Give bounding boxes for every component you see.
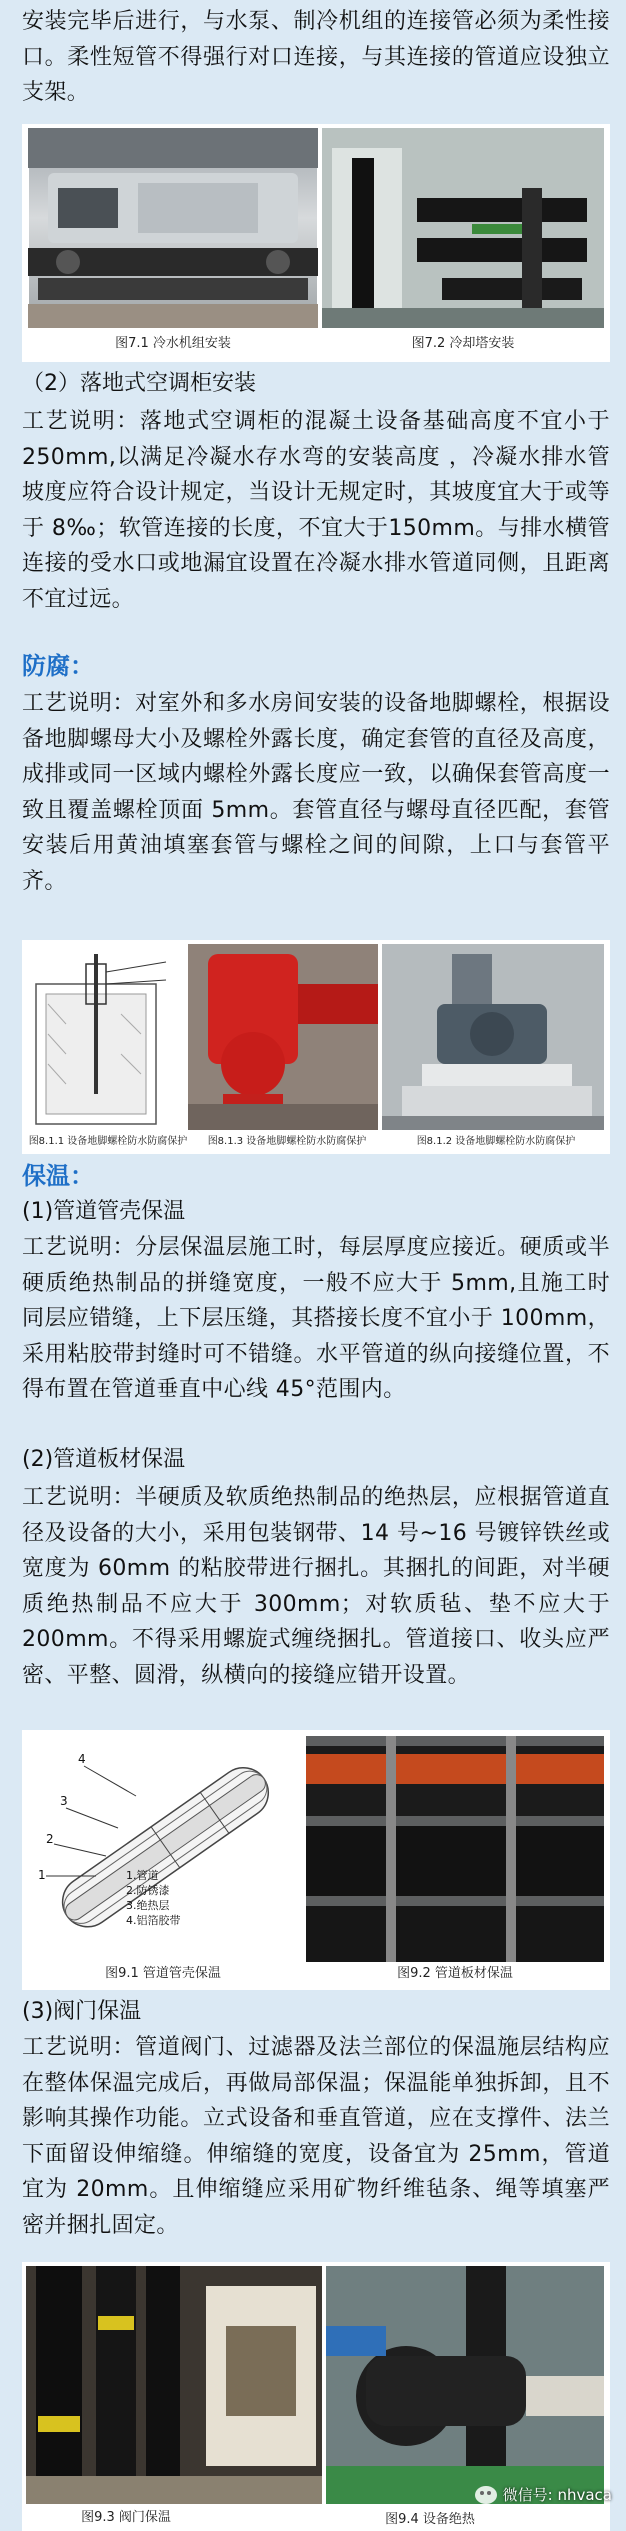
diagram-legend [126,1868,181,1928]
section-corrosion-body: 工艺说明：对室外和多水房间安装的设备地脚螺栓，根据设备地脚螺母大小及螺栓外露长度，确定套管的直径及高度，成排或同一区域内螺栓外露长度应一致，以确保套管高度一致且覆盖螺栓顶面 5mm。套管直径与螺母直径匹配，套管安装后用黄油填塞套管与螺栓之间的间隙，上口与套管平齐。 [22,691,610,894]
wechat-icon [475,2486,497,2504]
bolt-diagram [26,944,184,1130]
diagram-number-2: 2 [46,1832,54,1846]
figure-9-1-caption: 图9.1 管道管壳保温 [105,1966,221,1981]
cooling-tower-photo [322,128,604,328]
pipe-board-photo [306,1736,604,1962]
figure-9-2-caption: 图9.2 管道板材保温 [397,1966,513,1981]
insulation-sub1-title: (1)管道管壳保温 [22,1199,186,1224]
pump-base-photo [382,944,604,1130]
red-valve-photo [188,944,378,1130]
insulation-sub3-body: 工艺说明：管道阀门、过滤器及法兰部位的保温施层结构应在整体保温完成后，再做局部保温；保温能单独拆卸，且不影响其操作功能。立式设备和垂直管道，应在支撑件、法兰下面留设伸缩缝。伸缩缝的宽度，设备宜为 25mm，管道宜为 20mm。且伸缩缝应采用矿物纤维毡条、绳等填塞严密并捆扎固定。 [22,2035,610,2238]
equipment-insulation-photo [326,2266,604,2504]
diagram-number-3: 3 [60,1794,68,1808]
diagram-number-1: 1 [38,1868,46,1882]
wechat-watermark [475,2484,612,2505]
diagram-legend-item: 1.管道 [126,1869,159,1882]
diagram-legend-item: 3.绝热层 [126,1899,170,1912]
figure-9-4-caption: 图9.4 设备绝热 [385,2512,475,2527]
section-corrosion-heading: 防腐： [22,652,94,680]
section-ac-body: 工艺说明：落地式空调柜的混凝土设备基础高度不宜小于 250mm,以满足冷凝水存水弯的安装高度 ，冷凝水排水管坡度应符合设计规定，当设计无规定时，其坡度宜大于或等于 8‰；软管连接的长度，不宜大于150mm。与排水横管连接的受水口或地漏宜设置在冷凝水排水管道同侧，且距离不宜过远。 [22,409,610,612]
section-insulation-heading: 保温： [22,1162,94,1190]
insulation-sub2-title: (2)管道板材保温 [22,1447,186,1472]
figure-8-1-1-caption: 图8.1.1 设备地脚螺栓防水防腐保护 [28,1136,188,1147]
pipe-shell-diagram [26,1736,300,1962]
diagram-number-4: 4 [78,1752,86,1766]
valve-insulation-photo [26,2266,322,2504]
watermark-text: 微信号: nhvaca [502,2486,612,2504]
section-ac-title: （2）落地式空调柜安装 [22,371,256,396]
insulation-sub2-body: 工艺说明：半硬质及软质绝热制品的绝热层，应根据管道直径及设备的大小，采用包装钢带、14 号~16 号镀锌铁丝或宽度为 60mm 的粘胶带进行捆扎。其捆扎的间距，对半硬质绝热制品不应大于 300mm；对软质毡、垫不应大于 200mm。不得采用螺旋式缠绕捆扎。管道接口、收头应严密、平整、圆滑，纵横向的接缝应错开设置。 [22,1485,610,1688]
figure-7-1-caption: 图7.1 冷水机组安装 [115,336,231,351]
insulation-sub1-body: 工艺说明：分层保温层施工时，每层厚度应接近。硬质或半硬质绝热制品的拼缝宽度，一般不应大于 5mm,且施工时同层应错缝，上下层压缝，其搭接长度不宜小于 100mm，采用粘胶带封缝时可不错缝。水平管道的纵向接缝位置，不得布置在管道垂直中心线 45°范围内。 [22,1235,610,1402]
figure-7-2-caption: 图7.2 冷却塔安装 [411,336,515,351]
insulation-sub3-title: (3)阀门保温 [22,1999,142,2024]
diagram-legend-item: 2.防锈漆 [126,1884,170,1897]
intro-paragraph: 安装完毕后进行，与水泵、制冷机组的连接管必须为柔性接口。柔性短管不得强行对口连接，与其连接的管道应设独立支架。 [22,9,610,105]
diagram-legend-item: 4.铝箔胶带 [126,1914,181,1927]
figure-9-3-caption: 图9.3 阀门保温 [81,2510,171,2525]
figure-8-1-2-caption: 图8.1.2 设备地脚螺栓防水防腐保护 [416,1136,576,1147]
figure-8-1-3-caption: 图8.1.3 设备地脚螺栓防水防腐保护 [207,1136,367,1147]
chiller-photo [28,128,318,328]
